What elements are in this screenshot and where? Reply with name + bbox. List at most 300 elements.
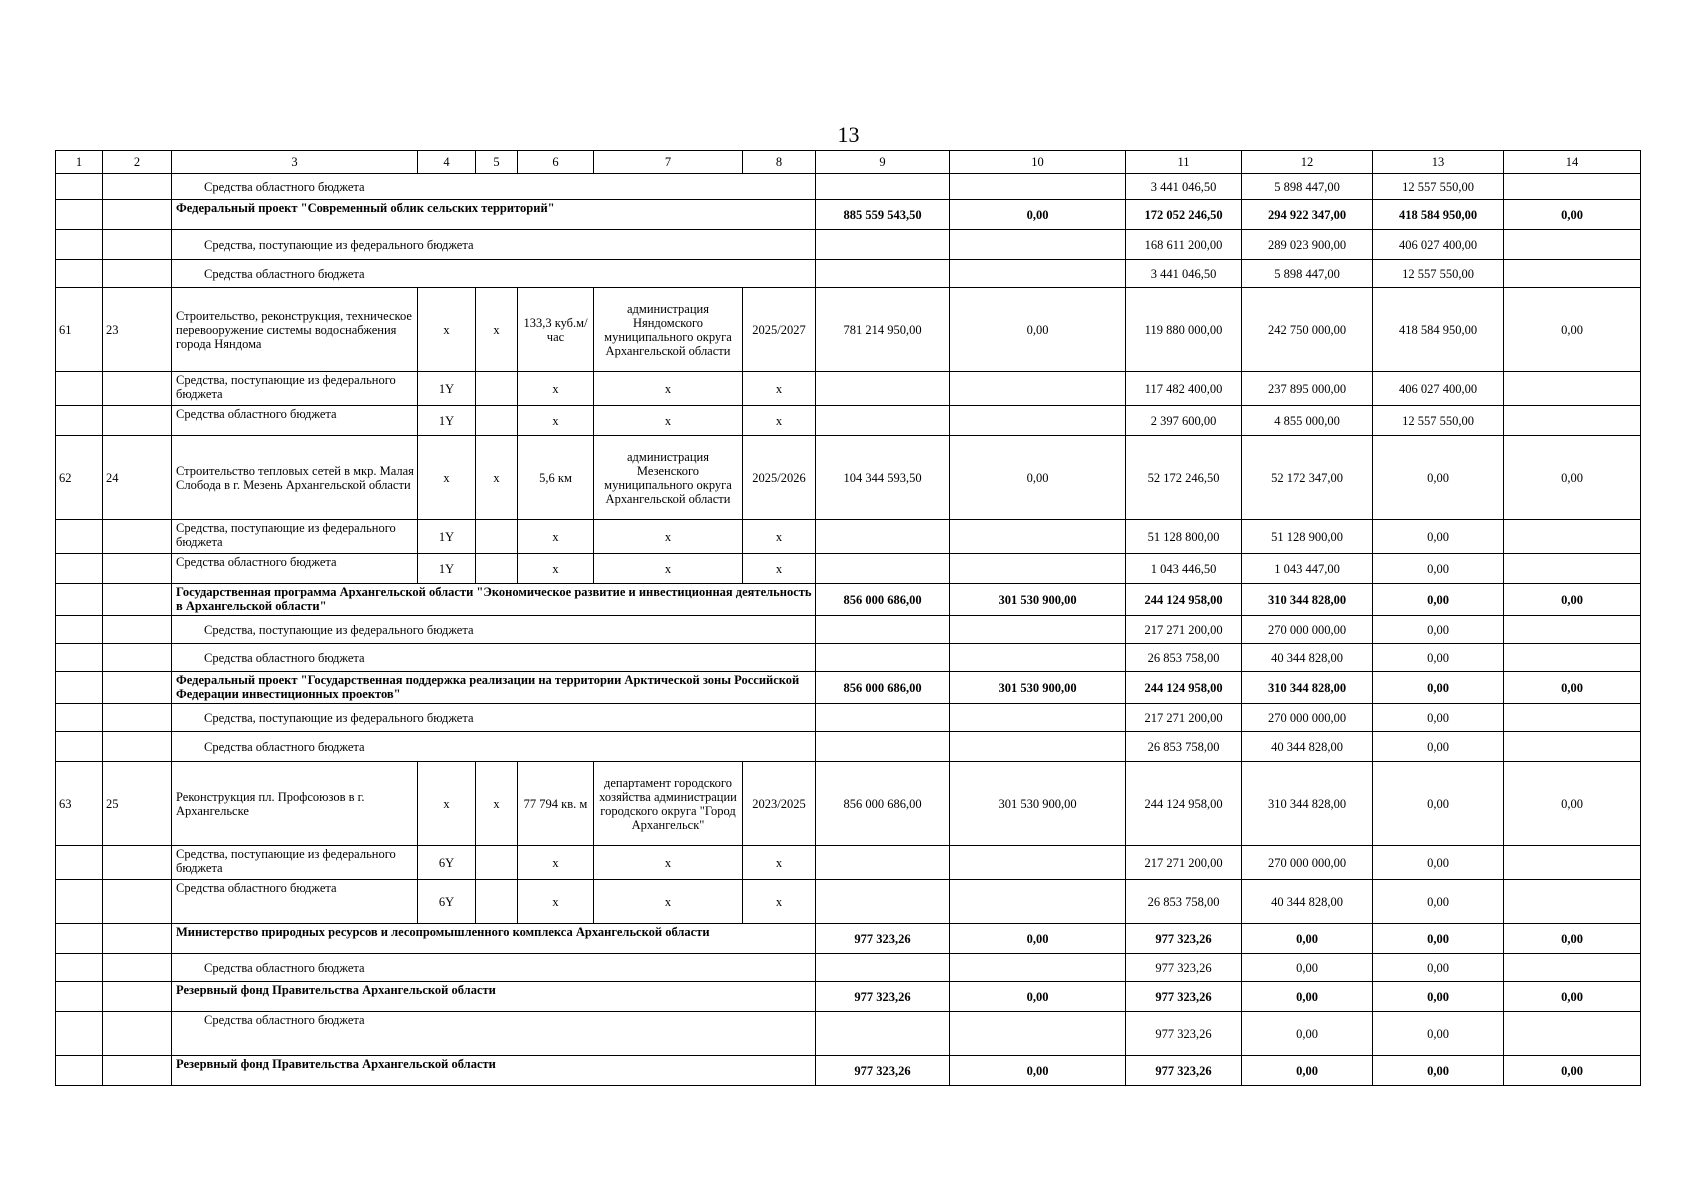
code-cell [476, 880, 518, 924]
funded-cell: 0,00 [950, 1056, 1126, 1086]
remaining-cell [1504, 732, 1641, 762]
column-number: 5 [476, 151, 518, 174]
row-number-cell [56, 954, 103, 982]
funded-cell [950, 616, 1126, 644]
capacity-cell: x [518, 406, 594, 436]
capacity-cell: 77 794 кв. м [518, 762, 594, 846]
total-cost-cell: 104 344 593,50 [816, 436, 950, 520]
year-2026-cell: 294 922 347,00 [1242, 200, 1373, 230]
object-number-cell [103, 672, 172, 704]
object-number-cell: 24 [103, 436, 172, 520]
table-row [56, 230, 1641, 260]
year-2025-cell: 26 853 758,00 [1126, 880, 1242, 924]
total-cost-cell [816, 260, 950, 288]
column-number: 14 [1504, 151, 1641, 174]
row-number-cell [56, 1012, 103, 1056]
object-number-cell [103, 372, 172, 406]
code-cell: 1Y [418, 520, 476, 554]
object-number-cell [103, 880, 172, 924]
funded-cell [950, 644, 1126, 672]
funded-cell [950, 554, 1126, 584]
year-2025-cell: 244 124 958,00 [1126, 584, 1242, 616]
year-2025-cell: 51 128 800,00 [1126, 520, 1242, 554]
object-number-cell [103, 846, 172, 880]
year-2026-cell: 5 898 447,00 [1242, 174, 1373, 200]
year-2027-cell: 0,00 [1373, 954, 1504, 982]
year-2025-cell: 977 323,26 [1126, 982, 1242, 1012]
total-cost-cell [816, 520, 950, 554]
table-row [56, 406, 1641, 436]
row-number-cell [56, 704, 103, 732]
total-cost-cell: 885 559 543,50 [816, 200, 950, 230]
funding-source-label: Средства, поступающие из федерального бюджета [172, 372, 418, 406]
remaining-cell [1504, 406, 1641, 436]
year-2026-cell: 40 344 828,00 [1242, 732, 1373, 762]
year-2027-cell: 0,00 [1373, 1056, 1504, 1086]
row-number-cell [56, 924, 103, 954]
year-2025-cell: 26 853 758,00 [1126, 644, 1242, 672]
table-row [56, 982, 1641, 1012]
period-cell: x [743, 880, 816, 924]
year-2027-cell: 0,00 [1373, 616, 1504, 644]
year-2027-cell: 0,00 [1373, 732, 1504, 762]
object-number-cell [103, 554, 172, 584]
object-number-cell [103, 732, 172, 762]
remaining-cell [1504, 554, 1641, 584]
table-row [56, 288, 1641, 372]
customer-cell: департамент городского хозяйства администрации городского округа "Город Архангельск" [594, 762, 743, 846]
year-2026-cell: 4 855 000,00 [1242, 406, 1373, 436]
year-2026-cell: 51 128 900,00 [1242, 520, 1373, 554]
year-2025-cell: 977 323,26 [1126, 954, 1242, 982]
table-row [56, 616, 1641, 644]
remaining-cell [1504, 372, 1641, 406]
table-row [56, 762, 1641, 846]
row-number-cell [56, 520, 103, 554]
year-2025-cell: 977 323,26 [1126, 1056, 1242, 1086]
total-cost-cell: 856 000 686,00 [816, 762, 950, 846]
capacity-cell: 133,3 куб.м/час [518, 288, 594, 372]
row-number-cell [56, 372, 103, 406]
funding-source-label: Средства, поступающие из федерального бюджета [172, 230, 816, 260]
column-number: 6 [518, 151, 594, 174]
row-number-cell [56, 880, 103, 924]
row-number-cell [56, 846, 103, 880]
table-row [56, 1056, 1641, 1086]
object-number-cell [103, 200, 172, 230]
column-number: 3 [172, 151, 418, 174]
year-2027-cell: 0,00 [1373, 554, 1504, 584]
year-2025-cell: 3 441 046,50 [1126, 260, 1242, 288]
funding-source-label: Средства областного бюджета [172, 260, 816, 288]
row-number-cell: 63 [56, 762, 103, 846]
remaining-cell [1504, 260, 1641, 288]
code-cell [476, 554, 518, 584]
funded-cell: 301 530 900,00 [950, 584, 1126, 616]
code-cell [476, 846, 518, 880]
object-number-cell [103, 174, 172, 200]
object-number-cell: 25 [103, 762, 172, 846]
capacity-cell: 5,6 км [518, 436, 594, 520]
table-row [56, 1012, 1641, 1056]
table-row [56, 520, 1641, 554]
year-2025-cell: 3 441 046,50 [1126, 174, 1242, 200]
customer-cell: x [594, 406, 743, 436]
funding-source-label: Средства областного бюджета [172, 554, 418, 584]
column-number: 4 [418, 151, 476, 174]
year-2025-cell: 172 052 246,50 [1126, 200, 1242, 230]
remaining-cell [1504, 520, 1641, 554]
year-2027-cell: 12 557 550,00 [1373, 260, 1504, 288]
column-number: 10 [950, 151, 1126, 174]
section-title: Государственная программа Архангельской области "Экономическое развитие и инвестиционная деятельность в Архангельской области" [172, 584, 816, 616]
remaining-cell: 0,00 [1504, 1056, 1641, 1086]
table-row [56, 174, 1641, 200]
total-cost-cell [816, 846, 950, 880]
funding-source-label: Средства областного бюджета [172, 644, 816, 672]
remaining-cell [1504, 954, 1641, 982]
row-number-cell [56, 174, 103, 200]
customer-cell: x [594, 372, 743, 406]
code-cell [476, 406, 518, 436]
object-number-cell [103, 924, 172, 954]
row-number-cell [56, 406, 103, 436]
table-row [56, 372, 1641, 406]
total-cost-cell [816, 732, 950, 762]
total-cost-cell [816, 1012, 950, 1056]
year-2027-cell: 406 027 400,00 [1373, 372, 1504, 406]
object-number-cell [103, 1056, 172, 1086]
funded-cell [950, 260, 1126, 288]
capacity-cell: x [518, 554, 594, 584]
year-2027-cell: 0,00 [1373, 644, 1504, 672]
total-cost-cell [816, 230, 950, 260]
column-number-row [56, 151, 1641, 174]
period-cell: x [743, 372, 816, 406]
funding-source-label: Средства, поступающие из федерального бюджета [172, 846, 418, 880]
code-cell: x [476, 288, 518, 372]
year-2025-cell: 977 323,26 [1126, 924, 1242, 954]
code-cell [476, 372, 518, 406]
section-title: Министерство природных ресурсов и лесопромышленного комплекса Архангельской области [172, 924, 816, 954]
object-number-cell [103, 230, 172, 260]
column-number: 11 [1126, 151, 1242, 174]
year-2026-cell: 0,00 [1242, 924, 1373, 954]
year-2025-cell: 52 172 246,50 [1126, 436, 1242, 520]
row-number-cell [56, 1056, 103, 1086]
year-2027-cell: 0,00 [1373, 584, 1504, 616]
funded-cell [950, 520, 1126, 554]
funded-cell [950, 174, 1126, 200]
code-cell: 1Y [418, 372, 476, 406]
code-cell: x [418, 436, 476, 520]
funded-cell [950, 230, 1126, 260]
year-2027-cell: 12 557 550,00 [1373, 174, 1504, 200]
row-number-cell [56, 616, 103, 644]
year-2027-cell: 0,00 [1373, 436, 1504, 520]
year-2025-cell: 1 043 446,50 [1126, 554, 1242, 584]
table-row [56, 672, 1641, 704]
object-name: Строительство, реконструкция, техническое перевооружение системы водоснабжения города Няндома [172, 288, 418, 372]
year-2026-cell: 289 023 900,00 [1242, 230, 1373, 260]
capacity-cell: x [518, 880, 594, 924]
year-2027-cell: 418 584 950,00 [1373, 288, 1504, 372]
row-number-cell [56, 732, 103, 762]
remaining-cell: 0,00 [1504, 982, 1641, 1012]
year-2027-cell: 0,00 [1373, 924, 1504, 954]
funding-source-label: Средства областного бюджета [172, 954, 816, 982]
year-2026-cell: 237 895 000,00 [1242, 372, 1373, 406]
row-number-cell [56, 230, 103, 260]
funded-cell: 0,00 [950, 288, 1126, 372]
funded-cell: 301 530 900,00 [950, 672, 1126, 704]
remaining-cell [1504, 880, 1641, 924]
remaining-cell [1504, 1012, 1641, 1056]
funding-source-label: Средства областного бюджета [172, 174, 816, 200]
remaining-cell: 0,00 [1504, 672, 1641, 704]
funded-cell: 0,00 [950, 436, 1126, 520]
period-cell: x [743, 846, 816, 880]
funded-cell: 0,00 [950, 982, 1126, 1012]
funded-cell [950, 954, 1126, 982]
year-2026-cell: 52 172 347,00 [1242, 436, 1373, 520]
year-2027-cell: 0,00 [1373, 880, 1504, 924]
column-number: 9 [816, 151, 950, 174]
table-row [56, 260, 1641, 288]
object-number-cell: 23 [103, 288, 172, 372]
table-row [56, 436, 1641, 520]
object-number-cell [103, 982, 172, 1012]
table-body [56, 151, 1641, 1086]
row-number-cell [56, 554, 103, 584]
section-title: Федеральный проект "Государственная поддержка реализации на территории Арктической зоны Российской Федерации инвестиционных проектов" [172, 672, 816, 704]
column-number: 7 [594, 151, 743, 174]
column-number: 13 [1373, 151, 1504, 174]
year-2026-cell: 0,00 [1242, 954, 1373, 982]
remaining-cell [1504, 230, 1641, 260]
total-cost-cell [816, 616, 950, 644]
year-2025-cell: 26 853 758,00 [1126, 732, 1242, 762]
section-title: Резервный фонд Правительства Архангельской области [172, 1056, 816, 1086]
funding-source-label: Средства, поступающие из федерального бюджета [172, 520, 418, 554]
remaining-cell [1504, 174, 1641, 200]
year-2026-cell: 0,00 [1242, 982, 1373, 1012]
remaining-cell: 0,00 [1504, 924, 1641, 954]
row-number-cell [56, 200, 103, 230]
total-cost-cell [816, 372, 950, 406]
total-cost-cell [816, 644, 950, 672]
total-cost-cell: 781 214 950,00 [816, 288, 950, 372]
year-2027-cell: 418 584 950,00 [1373, 200, 1504, 230]
period-cell: 2025/2027 [743, 288, 816, 372]
table-row [56, 584, 1641, 616]
remaining-cell: 0,00 [1504, 436, 1641, 520]
object-number-cell [103, 406, 172, 436]
year-2025-cell: 168 611 200,00 [1126, 230, 1242, 260]
total-cost-cell [816, 704, 950, 732]
capacity-cell: x [518, 846, 594, 880]
capacity-cell: x [518, 520, 594, 554]
table-row [56, 954, 1641, 982]
table-row [56, 880, 1641, 924]
customer-cell: администрация Няндомского муниципального округа Архангельской области [594, 288, 743, 372]
remaining-cell [1504, 616, 1641, 644]
funding-source-label: Средства областного бюджета [172, 406, 418, 436]
column-number: 2 [103, 151, 172, 174]
year-2025-cell: 244 124 958,00 [1126, 672, 1242, 704]
funding-source-label: Средства областного бюджета [172, 1012, 816, 1056]
funding-source-label: Средства, поступающие из федерального бюджета [172, 704, 816, 732]
code-cell: 6Y [418, 880, 476, 924]
table-row [56, 924, 1641, 954]
year-2027-cell: 406 027 400,00 [1373, 230, 1504, 260]
object-number-cell [103, 644, 172, 672]
funding-source-label: Средства областного бюджета [172, 880, 418, 924]
year-2025-cell: 217 271 200,00 [1126, 704, 1242, 732]
object-number-cell [103, 584, 172, 616]
period-cell: x [743, 554, 816, 584]
total-cost-cell [816, 880, 950, 924]
object-name: Строительство тепловых сетей в мкр. Малая Слобода в г. Мезень Архангельской области [172, 436, 418, 520]
funded-cell [950, 372, 1126, 406]
section-title: Резервный фонд Правительства Архангельской области [172, 982, 816, 1012]
year-2026-cell: 270 000 000,00 [1242, 704, 1373, 732]
table-row [56, 704, 1641, 732]
code-cell: 1Y [418, 554, 476, 584]
period-cell: x [743, 520, 816, 554]
remaining-cell: 0,00 [1504, 288, 1641, 372]
year-2026-cell: 5 898 447,00 [1242, 260, 1373, 288]
total-cost-cell: 977 323,26 [816, 1056, 950, 1086]
remaining-cell: 0,00 [1504, 762, 1641, 846]
object-number-cell [103, 260, 172, 288]
year-2026-cell: 0,00 [1242, 1012, 1373, 1056]
year-2025-cell: 2 397 600,00 [1126, 406, 1242, 436]
object-name: Реконструкция пл. Профсоюзов в г. Архангельске [172, 762, 418, 846]
page-number: 13 [837, 122, 860, 147]
year-2027-cell: 0,00 [1373, 762, 1504, 846]
funded-cell [950, 846, 1126, 880]
year-2027-cell: 0,00 [1373, 520, 1504, 554]
year-2025-cell: 244 124 958,00 [1126, 762, 1242, 846]
year-2027-cell: 0,00 [1373, 982, 1504, 1012]
section-title: Федеральный проект "Современный облик сельских территорий" [172, 200, 816, 230]
year-2027-cell: 0,00 [1373, 1012, 1504, 1056]
year-2026-cell: 1 043 447,00 [1242, 554, 1373, 584]
funded-cell [950, 732, 1126, 762]
year-2026-cell: 242 750 000,00 [1242, 288, 1373, 372]
remaining-cell [1504, 704, 1641, 732]
year-2027-cell: 0,00 [1373, 704, 1504, 732]
row-number-cell [56, 260, 103, 288]
year-2026-cell: 270 000 000,00 [1242, 846, 1373, 880]
year-2025-cell: 217 271 200,00 [1126, 616, 1242, 644]
year-2026-cell: 40 344 828,00 [1242, 880, 1373, 924]
object-number-cell [103, 1012, 172, 1056]
total-cost-cell [816, 954, 950, 982]
year-2025-cell: 117 482 400,00 [1126, 372, 1242, 406]
row-number-cell [56, 584, 103, 616]
year-2026-cell: 270 000 000,00 [1242, 616, 1373, 644]
total-cost-cell [816, 406, 950, 436]
customer-cell: x [594, 880, 743, 924]
year-2025-cell: 977 323,26 [1126, 1012, 1242, 1056]
year-2027-cell: 12 557 550,00 [1373, 406, 1504, 436]
funded-cell [950, 880, 1126, 924]
remaining-cell: 0,00 [1504, 584, 1641, 616]
year-2027-cell: 0,00 [1373, 672, 1504, 704]
code-cell [476, 520, 518, 554]
table-row [56, 554, 1641, 584]
funded-cell [950, 406, 1126, 436]
year-2026-cell: 0,00 [1242, 1056, 1373, 1086]
remaining-cell [1504, 644, 1641, 672]
row-number-cell: 62 [56, 436, 103, 520]
funded-cell: 301 530 900,00 [950, 762, 1126, 846]
table-row [56, 732, 1641, 762]
row-number-cell: 61 [56, 288, 103, 372]
table-row [56, 200, 1641, 230]
year-2025-cell: 119 880 000,00 [1126, 288, 1242, 372]
total-cost-cell: 856 000 686,00 [816, 584, 950, 616]
code-cell: 1Y [418, 406, 476, 436]
column-number: 12 [1242, 151, 1373, 174]
customer-cell: x [594, 520, 743, 554]
object-number-cell [103, 616, 172, 644]
customer-cell: x [594, 554, 743, 584]
funded-cell [950, 1012, 1126, 1056]
capacity-cell: x [518, 372, 594, 406]
object-number-cell [103, 954, 172, 982]
table-row [56, 846, 1641, 880]
year-2026-cell: 310 344 828,00 [1242, 584, 1373, 616]
row-number-cell [56, 672, 103, 704]
column-number: 8 [743, 151, 816, 174]
code-cell: 6Y [418, 846, 476, 880]
code-cell: x [476, 762, 518, 846]
code-cell: x [476, 436, 518, 520]
budget-table [55, 150, 1641, 1086]
period-cell: 2025/2026 [743, 436, 816, 520]
customer-cell: администрация Мезенского муниципального округа Архангельской области [594, 436, 743, 520]
remaining-cell: 0,00 [1504, 200, 1641, 230]
total-cost-cell: 977 323,26 [816, 924, 950, 954]
funded-cell: 0,00 [950, 200, 1126, 230]
total-cost-cell [816, 554, 950, 584]
column-number: 1 [56, 151, 103, 174]
object-number-cell [103, 520, 172, 554]
funded-cell [950, 704, 1126, 732]
year-2026-cell: 310 344 828,00 [1242, 762, 1373, 846]
total-cost-cell: 977 323,26 [816, 982, 950, 1012]
year-2027-cell: 0,00 [1373, 846, 1504, 880]
year-2026-cell: 40 344 828,00 [1242, 644, 1373, 672]
remaining-cell [1504, 846, 1641, 880]
row-number-cell [56, 644, 103, 672]
funding-source-label: Средства областного бюджета [172, 732, 816, 762]
table-row [56, 644, 1641, 672]
total-cost-cell: 856 000 686,00 [816, 672, 950, 704]
object-number-cell [103, 704, 172, 732]
row-number-cell [56, 982, 103, 1012]
period-cell: 2023/2025 [743, 762, 816, 846]
code-cell: x [418, 288, 476, 372]
year-2025-cell: 217 271 200,00 [1126, 846, 1242, 880]
year-2026-cell: 310 344 828,00 [1242, 672, 1373, 704]
total-cost-cell [816, 174, 950, 200]
period-cell: x [743, 406, 816, 436]
funded-cell: 0,00 [950, 924, 1126, 954]
